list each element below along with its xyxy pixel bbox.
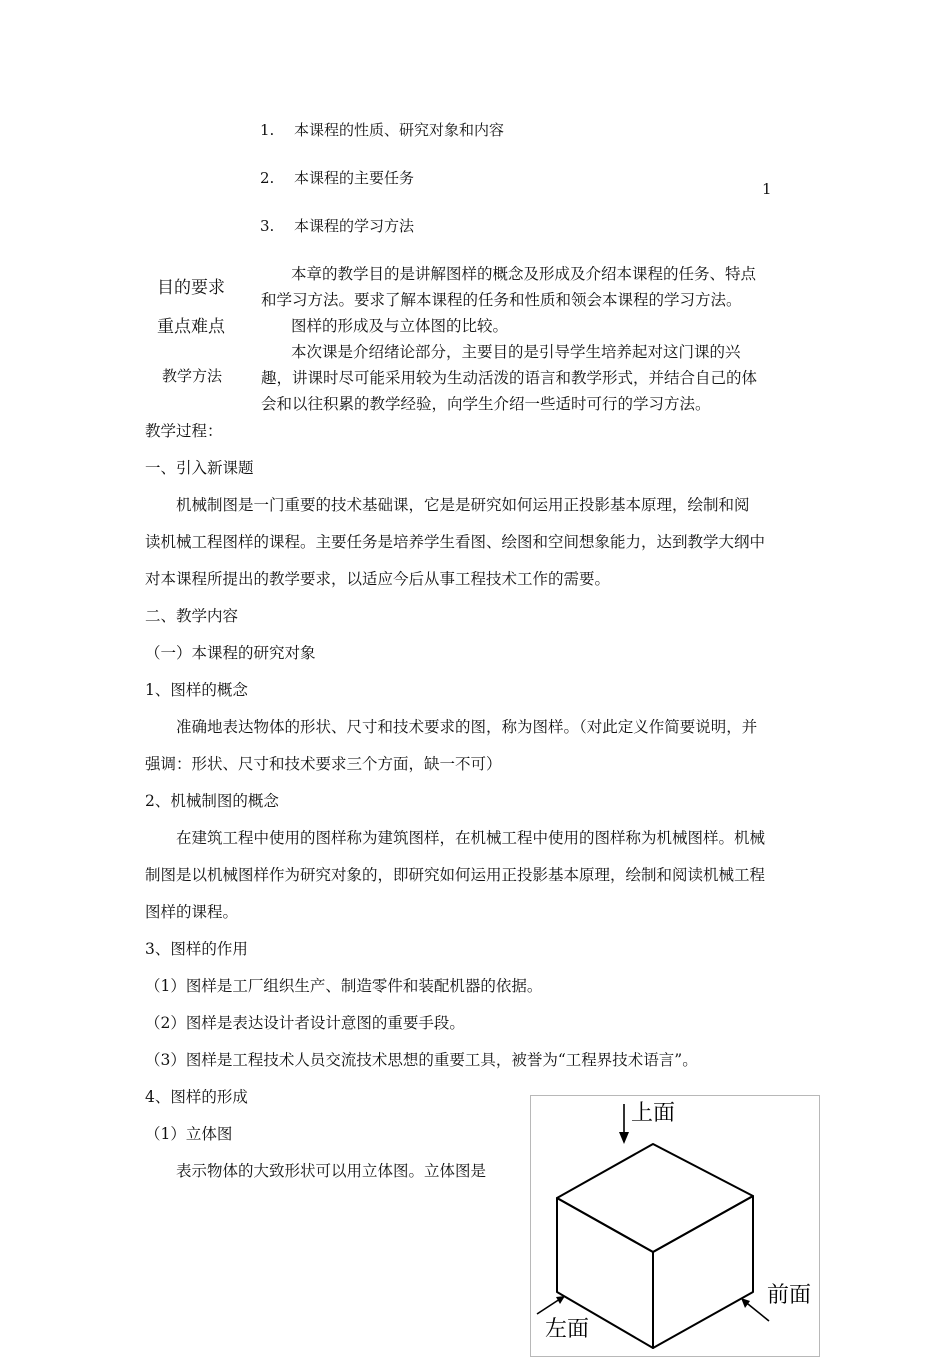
info-content (261, 261, 801, 417)
list-item: （2）图样是表达设计者设计意图的重要手段。 (145, 1014, 465, 1032)
isometric-box-figure (530, 1095, 820, 1357)
goal-label: 目的要求 (157, 278, 225, 298)
subsection-heading: （1）立体图 (145, 1125, 233, 1143)
outline-item-2 (260, 167, 414, 188)
section-heading: 二、教学内容 (145, 607, 239, 625)
outline-text: 本课程的主要任务 (294, 169, 415, 187)
paragraph-line: 图样的课程。 (145, 903, 239, 921)
outline-item-3 (260, 215, 414, 236)
arrow-head-icon (619, 1132, 629, 1144)
list-item: （1）图样是工厂组织生产、制造零件和装配机器的依据。 (145, 977, 543, 995)
section-heading: 一、引入新课题 (145, 459, 254, 477)
subsection-heading: 3、图样的作用 (145, 940, 248, 958)
paragraph-line: 强调：形状、尺寸和技术要求三个方面，缺一不可） (145, 755, 502, 773)
paragraph-line: 准确地表达物体的形状、尺寸和技术要求的图，称为图样。（对此定义作简要说明，并 (145, 718, 758, 736)
outline-number: 3. (260, 217, 275, 235)
outline-text: 本课程的性质、研究对象和内容 (294, 121, 505, 139)
page-number: 1 (762, 180, 772, 198)
front-face-label: 前面 (767, 1283, 812, 1308)
outline-item-1 (260, 119, 504, 140)
subsection-heading: 4、图样的形成 (145, 1088, 248, 1106)
goal-line: 本章的教学目的是讲解图样的概念及形成及介绍本课程的任务、特点 (291, 265, 757, 283)
arrow-head-icon (741, 1298, 750, 1308)
paragraph-line: 机械制图是一门重要的技术基础课，它是是研究如何运用正投影基本原理，绘制和阅 (145, 496, 750, 514)
list-item: （3）图样是工程技术人员交流技术思想的重要工具，被誉为“工程界技术语言”。 (145, 1051, 698, 1069)
left-face-label: 左面 (545, 1317, 590, 1342)
outline-text: 本课程的学习方法 (294, 217, 415, 235)
subsection-heading: 1、图样的概念 (145, 681, 248, 699)
subsection-heading: （一）本课程的研究对象 (145, 644, 316, 662)
box-top-face (557, 1144, 753, 1252)
method-label: 教学方法 (162, 367, 223, 385)
paragraph-line: 制图是以机械图样作为研究对象的，即研究如何运用正投影基本原理，绘制和阅读机械工程 (145, 866, 766, 884)
subsection-heading: 2、机械制图的概念 (145, 792, 279, 810)
focus-line: 图样的形成及与立体图的比较。 (291, 317, 509, 335)
isometric-box-drawing (531, 1096, 819, 1356)
box-right-face (653, 1196, 753, 1348)
outline-number: 1. (260, 121, 275, 139)
paragraph-line: 对本课程所提出的教学要求，以适应今后从事工程技术工作的需要。 (145, 570, 611, 588)
paragraph-line: 表示物体的大致形状可以用立体图。立体图是 (145, 1162, 487, 1180)
focus-label: 重点难点 (157, 317, 225, 337)
outline-number: 2. (260, 169, 275, 187)
method-line: 会和以往积累的教学经验，向学生介绍一些适时可行的学习方法。 (261, 395, 711, 413)
method-line: 本次课是介绍绪论部分，主要目的是引导学生培养起对这门课的兴 (291, 343, 741, 361)
section-heading: 教学过程： (145, 422, 223, 440)
top-face-label: 上面 (631, 1101, 676, 1126)
paragraph-line: 读机械工程图样的课程。主要任务是培养学生看图、绘图和空间想象能力，达到教学大纲中 (145, 533, 766, 551)
goal-line: 和学习方法。要求了解本课程的任务和性质和领会本课程的学习方法。 (261, 291, 742, 309)
paragraph-line: 在建筑工程中使用的图样称为建筑图样，在机械工程中使用的图样称为机械图样。机械 (145, 829, 766, 847)
body-text (145, 413, 813, 1190)
method-line: 趣，讲课时尽可能采用较为生动活泼的语言和教学形式，并结合自己的体 (261, 369, 758, 387)
